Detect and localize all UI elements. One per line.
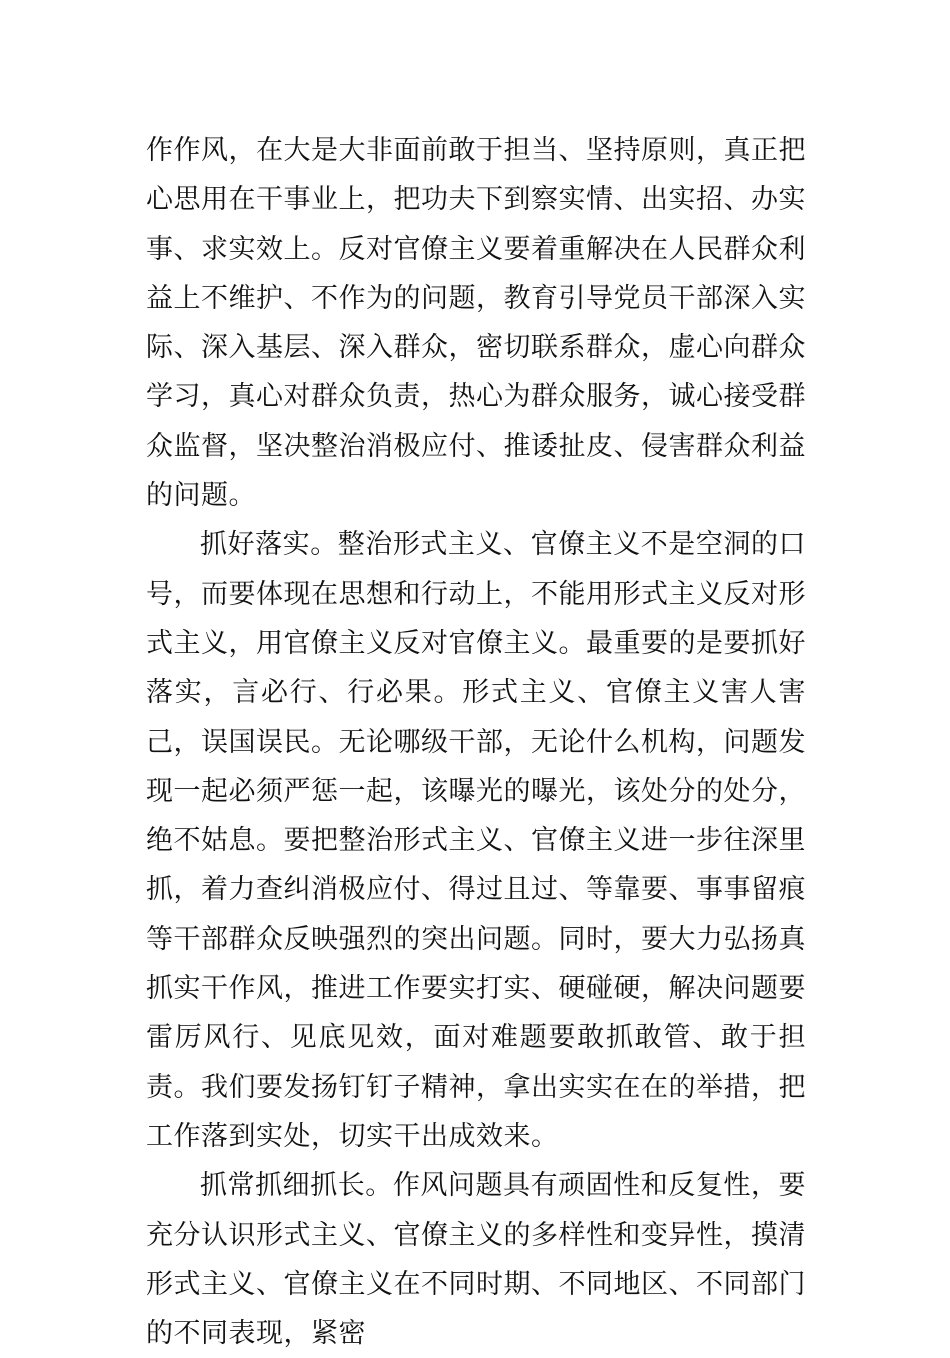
paragraph-regular-detailed-long: 抓常抓细抓长。作风问题具有顽固性和反复性，要充分认识形式主义、官僚主义的多样性和变异性，摸清形式主义、官僚主义在不同时期、不同地区、不同部门的不同表现，紧密 xyxy=(146,1170,806,1350)
paragraph-implement: 抓好落实。整治形式主义、官僚主义不是空洞的口号，而要体现在思想和行动上，不能用形式主义反对形式主义，用官僚主义反对官僚主义。最重要的是要抓好落实，言必行、行必果。形式主义、官僚主义害人害己，误国误民。无论哪级干部，无论什么机构，问题发现一起必须严惩一起，该曝光的曝光，该处分的处分，绝不姑息。要把整治形式主义、官僚主义进一步往深里抓，着力查纠消极应付、得过且过、等靠要、事事留痕等干部群众反映强烈的突出问题。同时，要大力弘扬真抓实干作风，推进工作要实打实、硬碰硬，解决问题要雷厉风行、见底见效，面对难题要敢抓敢管、敢于担责。我们要发扬钉钉子精神，拿出实实在在的举措，把工作落到实处，切实干出成效来。 xyxy=(146,529,806,1152)
document-body xyxy=(146,126,806,1358)
paragraph-continuation: 作作风，在大是大非面前敢于担当、坚持原则，真正把心思用在干事业上，把功夫下到察实情、出实招、办实事、求实效上。反对官僚主义要着重解决在人民群众利益上不维护、不作为的问题，教育引导党员干部深入实际、深入基层、深入群众，密切联系群众，虚心向群众学习，真心对群众负责，热心为群众服务，诚心接受群众监督，坚决整治消极应付、推诿扯皮、侵害群众利益的问题。 xyxy=(146,135,806,512)
